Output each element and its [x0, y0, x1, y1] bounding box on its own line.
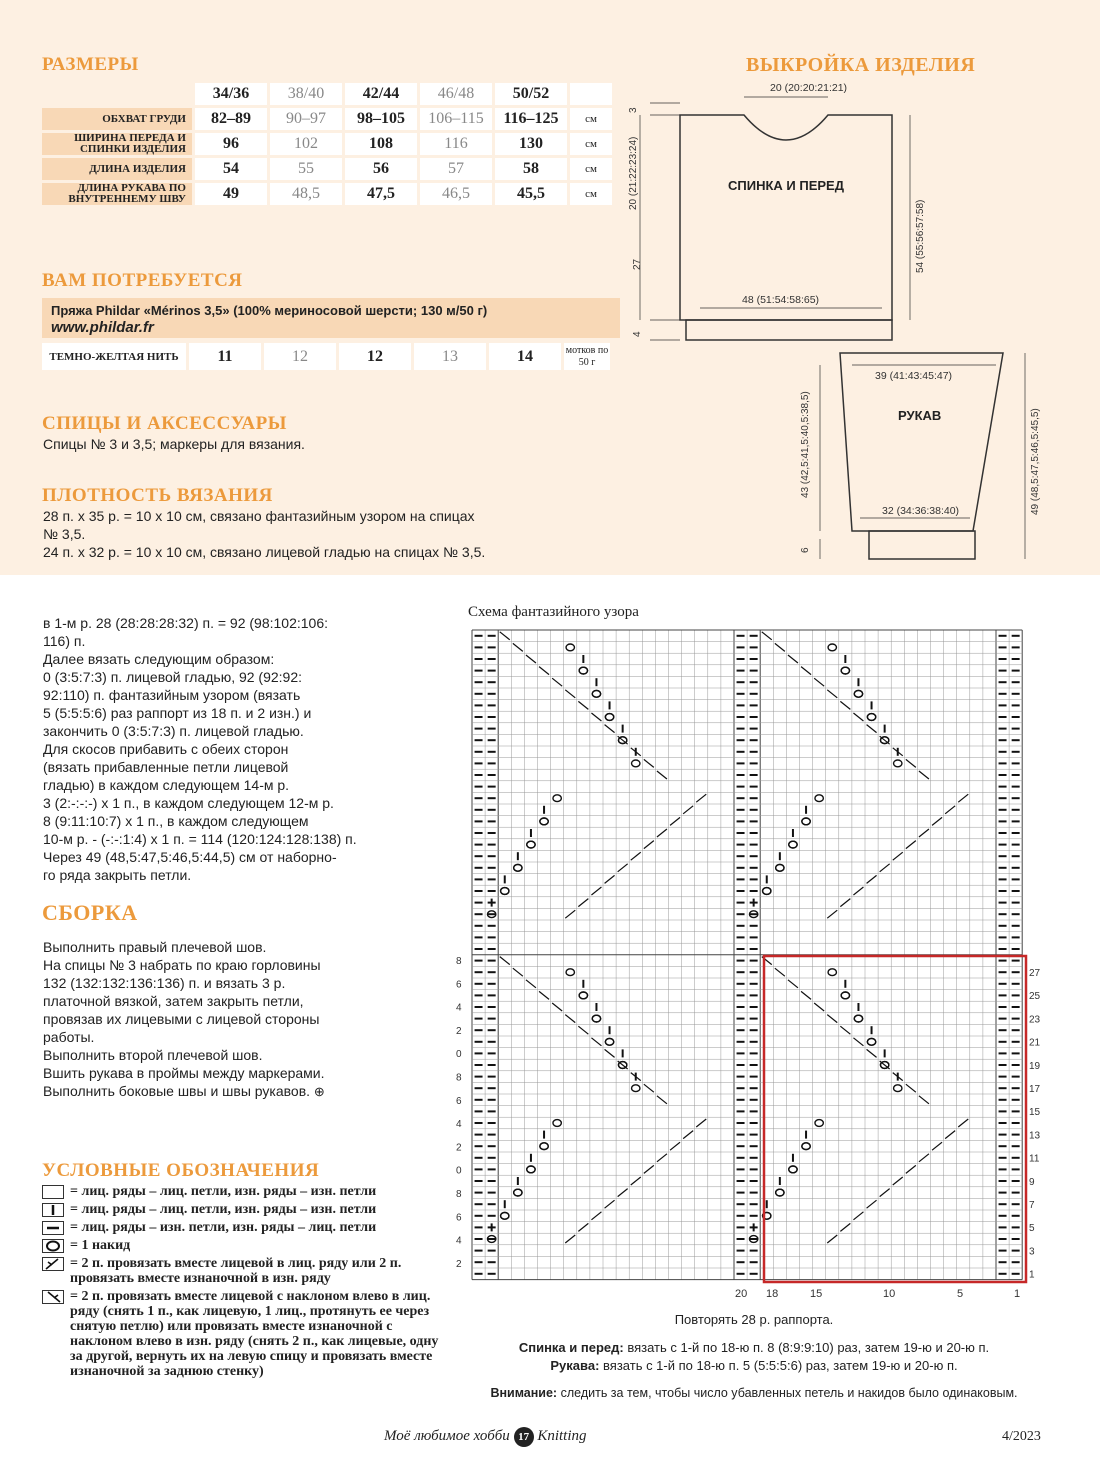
instruction-line: 10-м р. - (-:-:1:4) х 1 п. = 114 (120:124:128:138) п. [43, 831, 357, 847]
shoulder-drop-label: 3 [628, 107, 639, 113]
assembly-line: На спицы № 3 набрать по краю горловины [43, 957, 321, 973]
row-label: 8 [456, 956, 462, 967]
row-label: 2 [456, 1142, 462, 1154]
size-value: 82–89 [195, 108, 267, 130]
footer-magazine: Моё любимое хобби 17 Knitting [384, 1427, 587, 1447]
instructions-text [43, 614, 443, 884]
sleeve-rib-label: 6 [800, 547, 811, 553]
row-label: ДЛИНА РУКАВА ПО ВНУТРЕННЕМУ ШВУ [42, 183, 192, 205]
sleeve-rib [869, 531, 975, 559]
instruction-line: (вязать прибавленные петли лицевой [43, 759, 289, 775]
row-label: 6 [456, 1095, 462, 1107]
row-label: 5 [1029, 1223, 1035, 1235]
size-value: 46,5 [420, 183, 492, 205]
size-value: 49 [195, 183, 267, 205]
assembly-line: работы. [43, 1029, 95, 1045]
gauge-text [43, 507, 603, 561]
row-label: ОБХВАТ ГРУДИ [42, 108, 192, 130]
repeat-note: Повторять 28 р. раппорта. [674, 1312, 834, 1327]
gauge-line: 24 п. х 32 р. = 10 х 10 см, связано лицевой гладью на спицах № 3,5. [43, 544, 486, 560]
sizes-row [42, 108, 612, 130]
sizes-row [42, 183, 612, 205]
assembly-line: платочной вязкой, затем закрыть петли, [43, 993, 304, 1009]
row-label: 2 [456, 1258, 462, 1270]
unit: см [570, 183, 612, 205]
instruction-line: го ряда закрыть петли. [43, 867, 192, 883]
row-label: 1 [1029, 1269, 1035, 1281]
size-value: 56 [345, 158, 417, 180]
garment-schematic [620, 75, 1060, 570]
body-rib [686, 320, 892, 340]
right-decrease-icon [42, 1257, 64, 1271]
size-header: 50/52 [495, 83, 567, 105]
row-label: 15 [1029, 1107, 1041, 1119]
vertical-bar-icon [42, 1203, 64, 1217]
size-value: 45,5 [495, 183, 567, 205]
empty-cell-icon [42, 1185, 64, 1199]
sizes-heading: РАЗМЕРЫ [42, 54, 139, 75]
row-label: 6 [456, 979, 462, 991]
schematic-heading: ВЫКРОЙКА ИЗДЕЛИЯ [746, 54, 976, 76]
assembly-text [43, 938, 443, 1101]
row-label: 0 [456, 1049, 462, 1061]
gauge-line: № 3,5. [43, 526, 86, 542]
yarn-url[interactable]: www.phildar.fr [51, 319, 154, 336]
yarn-box [42, 298, 620, 338]
sizes-table [39, 80, 615, 208]
row-label: 21 [1029, 1037, 1041, 1049]
row-label: 7 [1029, 1200, 1035, 1211]
column-label: 15 [810, 1288, 823, 1300]
instruction-line: Далее вязать следующим образом: [43, 651, 275, 667]
instruction-line: гладью) в каждом следующем 14-м р. [43, 777, 290, 793]
row-label: ДЛИНА ИЗДЕЛИЯ [42, 158, 192, 180]
yarn-unit: мотков по 50 г [564, 343, 610, 370]
row-label: 8 [456, 1072, 462, 1084]
instruction-line: Через 49 (48,5:47,5:46,5:44,5) см от наборно- [43, 849, 337, 865]
size-value: 58 [495, 158, 567, 180]
row-label: 27 [1029, 968, 1041, 979]
instruction-line: Для скосов прибавить с обеих сторон [43, 741, 289, 757]
row-label: 11 [1029, 1153, 1040, 1165]
row-label: 25 [1029, 991, 1041, 1003]
yarn-amount: 11 [189, 343, 261, 370]
assembly-line: Выполнить правый плечевой шов. [43, 939, 267, 955]
instruction-line: в 1-м р. 28 (28:28:28:32) п. = 92 (98:102:106: [43, 615, 328, 631]
column-label: 20 [735, 1288, 748, 1300]
body-piece-label: СПИНКА И ПЕРЕД [728, 178, 844, 193]
size-value: 130 [495, 133, 567, 155]
assembly-line: 132 (132:132:136:136) п. и вязать 3 р. [43, 975, 286, 991]
size-value: 96 [195, 133, 267, 155]
body-outline [680, 115, 892, 320]
yarn-description: Пряжа Phildar «Mérinos 3,5» (100% мериносовой шерсти; 130 м/50 г) [51, 303, 488, 318]
yarn-amount: 14 [489, 343, 561, 370]
row-label: 4 [456, 1002, 462, 1014]
unit: см [570, 108, 612, 130]
needles-heading: СПИЦЫ И АКСЕССУАРЫ [42, 413, 287, 434]
gauge-heading: ПЛОТНОСТЬ ВЯЗАНИЯ [42, 485, 273, 506]
knitting-chart [452, 624, 1052, 1304]
assembly-heading: СБОРКА [42, 900, 138, 925]
gauge-line: 28 п. х 35 р. = 10 х 10 см, связано фантазийным узором на спицах [43, 508, 475, 524]
size-value: 116–125 [495, 108, 567, 130]
sleeve-note: Рукава: вязать с 1-й по 18-ю п. 5 (5:5:5:6) раз, затем 19-ю и 20-ю п. [550, 1358, 958, 1373]
sleeve-piece-label: РУКАВ [898, 408, 942, 423]
sizes-row [42, 158, 612, 180]
instruction-line: 0 (3:5:7:3) п. лицевой гладью, 92 (92:92: [43, 669, 303, 685]
legend-item: = лиц. ряды – изн. петли, изн. ряды – лиц. петли [42, 1220, 444, 1235]
row-label: 2 [456, 1025, 462, 1037]
sleeve-length-label: 49 (48,5:47,5:46,5:45,5) [1030, 408, 1041, 515]
unit: см [570, 158, 612, 180]
materials-heading: ВАМ ПОТРЕБУЕТСЯ [42, 270, 243, 291]
size-value: 54 [195, 158, 267, 180]
row-label: 6 [456, 1212, 462, 1224]
column-label: 5 [957, 1288, 964, 1300]
unit: см [570, 133, 612, 155]
sizes-header-row [42, 83, 612, 105]
sleeve-body-label: 43 (42,5:41,5:40,5:38,5) [800, 391, 811, 498]
size-value: 55 [270, 158, 342, 180]
column-label: 18 [766, 1288, 779, 1300]
size-value: 116 [420, 133, 492, 155]
row-label: 19 [1029, 1060, 1041, 1072]
horizontal-bar-icon [42, 1221, 64, 1235]
instruction-line: 3 (2:-:-:-) х 1 п., в каждом следующем 12-м р. [43, 795, 334, 811]
size-value: 90–97 [270, 108, 342, 130]
row-label: 0 [456, 1165, 462, 1177]
body-rib-label: 4 [632, 331, 643, 337]
yarn-color-label: ТЕМНО-ЖЕЛТАЯ НИТЬ [42, 343, 186, 370]
instruction-line: 8 (9:11:10:7) х 1 п., в каждом следующем [43, 813, 309, 829]
warning-note: Внимание: следить за тем, чтобы число убавленных петель и накидов было одинаковым. [490, 1386, 1018, 1400]
armhole-label: 20 (21:22:23:24) [628, 136, 639, 210]
assembly-line: Выполнить боковые швы и швы рукавов. ⊕ [43, 1083, 325, 1099]
legend-item: = лиц. ряды – лиц. петли, изн. ряды – изн. петли [42, 1202, 444, 1217]
legend-item: = 2 п. провязать вместе лицевой в лиц. ряду или 2 п. провязать вместе изнаночной в изн. ряду [42, 1256, 444, 1286]
back-note: Спинка и перед: вязать с 1-й по 18-ю п. 8 (8:9:9:10) раз, затем 19-ю и 20-ю п. [518, 1340, 990, 1355]
size-header: 42/44 [345, 83, 417, 105]
yarn-amount: 12 [264, 343, 336, 370]
legend [42, 1184, 444, 1382]
yarn-over-icon [42, 1239, 64, 1253]
size-value: 108 [345, 133, 417, 155]
row-label: 13 [1029, 1130, 1041, 1142]
yarn-amount: 12 [339, 343, 411, 370]
legend-item: = 2 п. провязать вместе лицевой с наклоном влево в лиц. ряду (снять 1 п., как лицевую, 1 лиц., протянуть ее через снятую петлю) или провязать вместе изнаночной с наклоном влево в изн. ряду (снять 2 п., как лицевые, одну за другой, вернуть их на левую спицу и провязать вместе изнаночной за заднюю стенку) [42, 1289, 444, 1379]
sizes-row [42, 133, 612, 155]
body-length-label: 54 (55:56:57:58) [915, 199, 926, 273]
size-header: 46/48 [420, 83, 492, 105]
size-value: 47,5 [345, 183, 417, 205]
issue-number: 4/2023 [1002, 1429, 1041, 1444]
row-label: 3 [1029, 1246, 1035, 1258]
page-number: 17 [514, 1427, 534, 1447]
legend-item: = 1 накид [42, 1238, 444, 1253]
size-header: 38/40 [270, 83, 342, 105]
sleeve-top-label: 39 (41:43:45:47) [875, 370, 953, 382]
column-label: 10 [883, 1288, 896, 1300]
instruction-line: 116) п. [43, 633, 86, 649]
yarn-amount: 13 [414, 343, 486, 370]
row-label: 9 [1029, 1176, 1035, 1188]
size-value: 57 [420, 158, 492, 180]
left-decrease-icon [42, 1290, 64, 1304]
size-header: 34/36 [195, 83, 267, 105]
row-label: ШИРИНА ПЕРЕДА И СПИНКИ ИЗДЕЛИЯ [42, 133, 192, 155]
instruction-line: 5 (5:5:5:6) раз раппорт из 18 п. и 2 изн.) и [43, 705, 312, 721]
yarn-table [39, 340, 613, 373]
assembly-line: Выполнить второй плечевой шов. [43, 1047, 263, 1063]
row-label: 4 [456, 1119, 462, 1131]
size-value: 102 [270, 133, 342, 155]
size-value: 106–115 [420, 108, 492, 130]
sleeve-bottom-label: 32 (34:36:38:40) [882, 505, 960, 517]
assembly-line: провязав их лицевыми с лицевой стороны [43, 1011, 320, 1027]
instruction-line: 92:110) п. фантазийным узором (вязать [43, 687, 301, 703]
instruction-line: закончить 0 (3:5:7:3) п. лицевой гладью. [43, 723, 304, 739]
size-value: 48,5 [270, 183, 342, 205]
body-width-label: 48 (51:54:58:65) [742, 294, 820, 306]
chart-title: Схема фантазийного узора [468, 604, 639, 620]
row-label: 8 [456, 1189, 462, 1200]
row-label: 23 [1029, 1014, 1041, 1026]
lower-body-label: 27 [632, 258, 643, 270]
needles-text: Спицы № 3 и 3,5; маркеры для вязания. [43, 436, 305, 452]
end-mark-icon: ⊕ [313, 1084, 325, 1099]
column-label: 1 [1014, 1288, 1021, 1300]
row-label: 4 [456, 1235, 462, 1247]
assembly-line: Вшить рукава в проймы между маркерами. [43, 1065, 325, 1081]
legend-item: = лиц. ряды – лиц. петли, изн. ряды – изн. петли [42, 1184, 444, 1199]
row-label: 17 [1029, 1084, 1041, 1095]
legend-heading: УСЛОВНЫЕ ОБОЗНАЧЕНИЯ [42, 1160, 320, 1181]
size-value: 98–105 [345, 108, 417, 130]
neck-width-label: 20 (20:20:21:21) [770, 82, 848, 94]
